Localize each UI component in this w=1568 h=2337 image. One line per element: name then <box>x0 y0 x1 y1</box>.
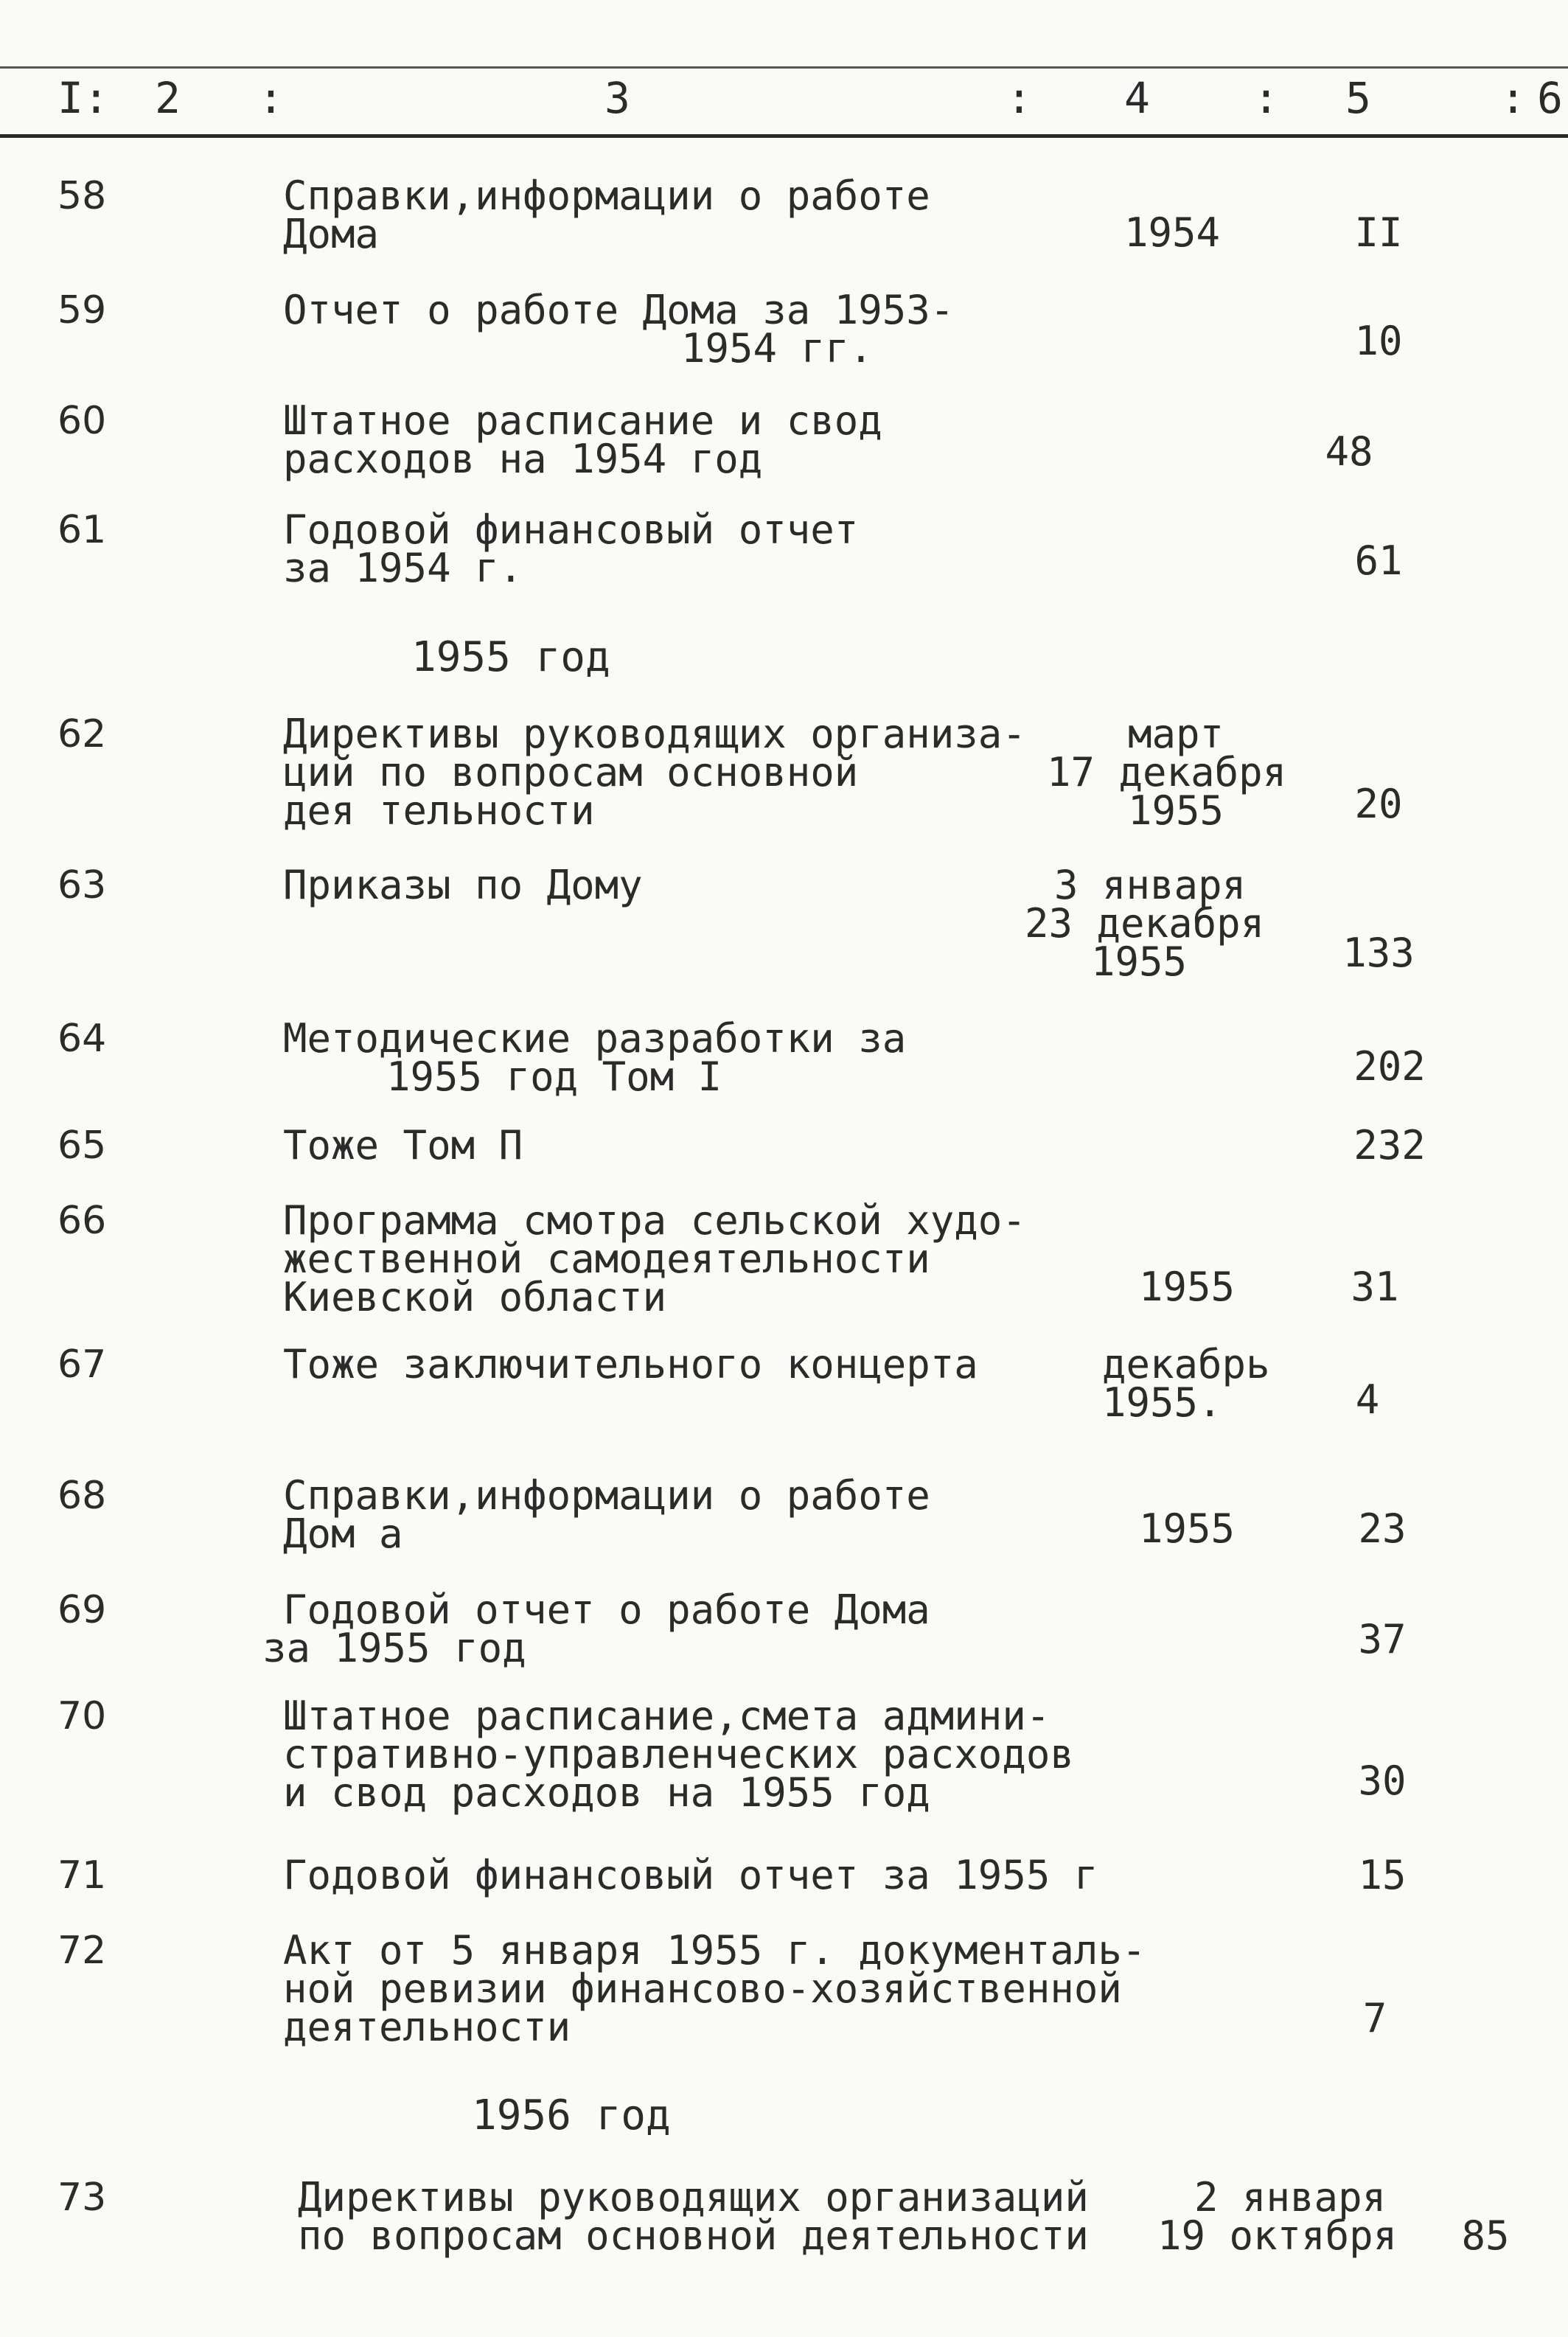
row-number: 71 <box>58 1853 107 1898</box>
row-number: 61 <box>58 508 107 552</box>
row-date-line: 1955. <box>1102 1379 1222 1426</box>
row-title-line: Годовой отчет о работе Дома <box>283 1587 930 1633</box>
row-title <box>283 287 1116 372</box>
row-title-line: Годовой финансовый отчет за 1955 г <box>283 1852 1098 1898</box>
row-title <box>262 1587 1116 1671</box>
row-sheets: 20 <box>1354 781 1403 827</box>
row-sheets: 232 <box>1353 1122 1426 1168</box>
row-title-line: Отчет о работе Дома за 1953- <box>283 287 955 333</box>
row-title <box>283 1927 1146 2050</box>
row-title-line: Тоже Том П <box>283 1122 523 1168</box>
row-sheets: 85 <box>1461 2212 1510 2259</box>
row-title-line: жественной самодеятельности <box>283 1236 930 1282</box>
row-title-line: Тоже заключительного концерта <box>283 1341 978 1387</box>
header-col-1: I: <box>58 73 109 123</box>
row-title <box>283 173 1116 257</box>
row-date-line: март <box>1128 711 1224 757</box>
row-sheets: 133 <box>1342 930 1415 976</box>
row-title-line: Директивы руководящих организаций <box>298 2174 1089 2221</box>
row-sheets: 10 <box>1354 318 1403 364</box>
row-title-line: ной ревизии финансово-хозяйственной <box>283 1965 1122 2012</box>
row-title-line: ций по вопросам основной <box>283 749 859 795</box>
header-sep-2: : <box>1006 73 1032 123</box>
row-title <box>283 1122 1116 1168</box>
row-title-line: и свод расходов на 1955 год <box>283 1769 930 1816</box>
row-title-line: Штатное расписание и свод <box>283 397 882 444</box>
row-title <box>283 1015 1116 1100</box>
header-col-2: 2 <box>155 73 181 123</box>
row-title-line: за 1955 год <box>262 1625 526 1671</box>
row-title-line: Дом а <box>283 1511 403 1557</box>
row-date-line: 1955 <box>1128 787 1224 834</box>
header-col-3: 3 <box>604 73 630 123</box>
row-sheets: 15 <box>1358 1852 1407 1898</box>
row-title <box>283 1852 1116 1898</box>
table-header <box>0 29 1568 123</box>
row-title-line: Приказы по Дому <box>283 862 643 908</box>
row-date: 1955 <box>1138 1264 1236 1310</box>
row-sheets: 48 <box>1325 428 1373 475</box>
row-title-line: Методические разработки за <box>283 1015 907 1062</box>
row-title <box>283 506 1116 591</box>
header-top-rule <box>0 66 1568 69</box>
header-col-4: 4 <box>1124 73 1150 123</box>
row-title-line: Директивы руководящих организа- <box>283 711 1026 757</box>
row-title-line: деятельности <box>283 2004 571 2050</box>
row-number: 58 <box>58 174 107 218</box>
row-date-line: 2 января <box>1194 2174 1387 2221</box>
row-sheets: 7 <box>1362 1995 1387 2041</box>
row-title-line: стративно-управленческих расходов <box>283 1731 1074 1777</box>
header-col-5: 5 <box>1345 73 1371 123</box>
row-title-line: Справки,информации о работе <box>283 1472 930 1519</box>
row-title <box>283 397 1116 482</box>
row-title <box>283 1472 1116 1557</box>
row-number: 68 <box>58 1474 107 1518</box>
row-title-line: Киевской области <box>283 1274 667 1320</box>
row-date-line: 1955 <box>1091 938 1188 985</box>
row-sheets: 61 <box>1354 537 1403 584</box>
row-title-line: дея тельности <box>283 787 595 834</box>
row-number: 72 <box>58 1929 107 1973</box>
row-number: 66 <box>58 1199 107 1243</box>
row-sheets: 37 <box>1358 1616 1407 1662</box>
row-title-line: по вопросам основной деятельности <box>298 2212 1089 2259</box>
row-date <box>1025 862 1334 985</box>
header-sep-4: : <box>1500 73 1526 123</box>
row-sheets: 4 <box>1355 1376 1380 1423</box>
row-number: 59 <box>58 288 107 332</box>
row-sheets: 30 <box>1358 1758 1407 1804</box>
row-date-line: 23 декабря <box>1025 900 1265 947</box>
row-date-line: декабрь <box>1102 1341 1270 1387</box>
row-title-line: Акт от 5 января 1955 г. документаль- <box>283 1927 1146 1974</box>
row-title <box>283 1341 1116 1387</box>
row-title <box>283 1693 1116 1816</box>
row-title <box>283 862 1116 908</box>
row-title-line: Штатное расписание,смета админи- <box>283 1693 1050 1739</box>
row-title-line: Программа смотра сельской худо- <box>283 1197 1026 1244</box>
row-title <box>283 711 1116 834</box>
row-title-line: 1955 год Том I <box>386 1053 722 1100</box>
header-bottom-rule <box>0 134 1568 138</box>
row-sheets: 31 <box>1351 1264 1399 1310</box>
row-sheets: 23 <box>1358 1505 1407 1552</box>
row-number: 63 <box>58 863 107 908</box>
row-date-line: 19 октября <box>1157 2212 1398 2259</box>
row-title-line: 1954 гг. <box>681 325 874 372</box>
header-sep-3: : <box>1253 73 1279 123</box>
row-number: 64 <box>58 1017 107 1061</box>
row-number: 69 <box>58 1588 107 1632</box>
section-heading-1956: 1956 год <box>472 2092 671 2139</box>
row-date: 1955 <box>1138 1505 1236 1552</box>
row-number: 67 <box>58 1342 107 1387</box>
row-title-line: Дома <box>283 211 380 257</box>
row-date-line: 3 января <box>1054 862 1247 908</box>
header-col-6: 6 <box>1537 73 1563 123</box>
header-sep-1: : <box>258 73 284 123</box>
row-number: 73 <box>58 2176 107 2220</box>
row-number: 62 <box>58 712 107 756</box>
row-title-line: расходов на 1954 год <box>283 436 763 482</box>
row-title-line: Годовой финансовый отчет <box>283 506 859 553</box>
row-date-line: 17 декабря <box>1047 749 1287 795</box>
row-title <box>298 2174 1131 2259</box>
row-sheets: II <box>1354 209 1403 256</box>
row-date: 1954 <box>1123 209 1221 256</box>
section-heading-1955: 1955 год <box>411 633 610 681</box>
row-title-line: Справки,информации о работе <box>283 173 930 219</box>
row-sheets: 202 <box>1353 1043 1426 1090</box>
row-date <box>1157 2174 1438 2259</box>
row-number: 70 <box>58 1694 107 1738</box>
row-number: 60 <box>58 399 107 443</box>
row-number: 65 <box>58 1124 107 1168</box>
row-title-line: за 1954 г. <box>283 545 523 591</box>
row-title <box>283 1197 1116 1320</box>
